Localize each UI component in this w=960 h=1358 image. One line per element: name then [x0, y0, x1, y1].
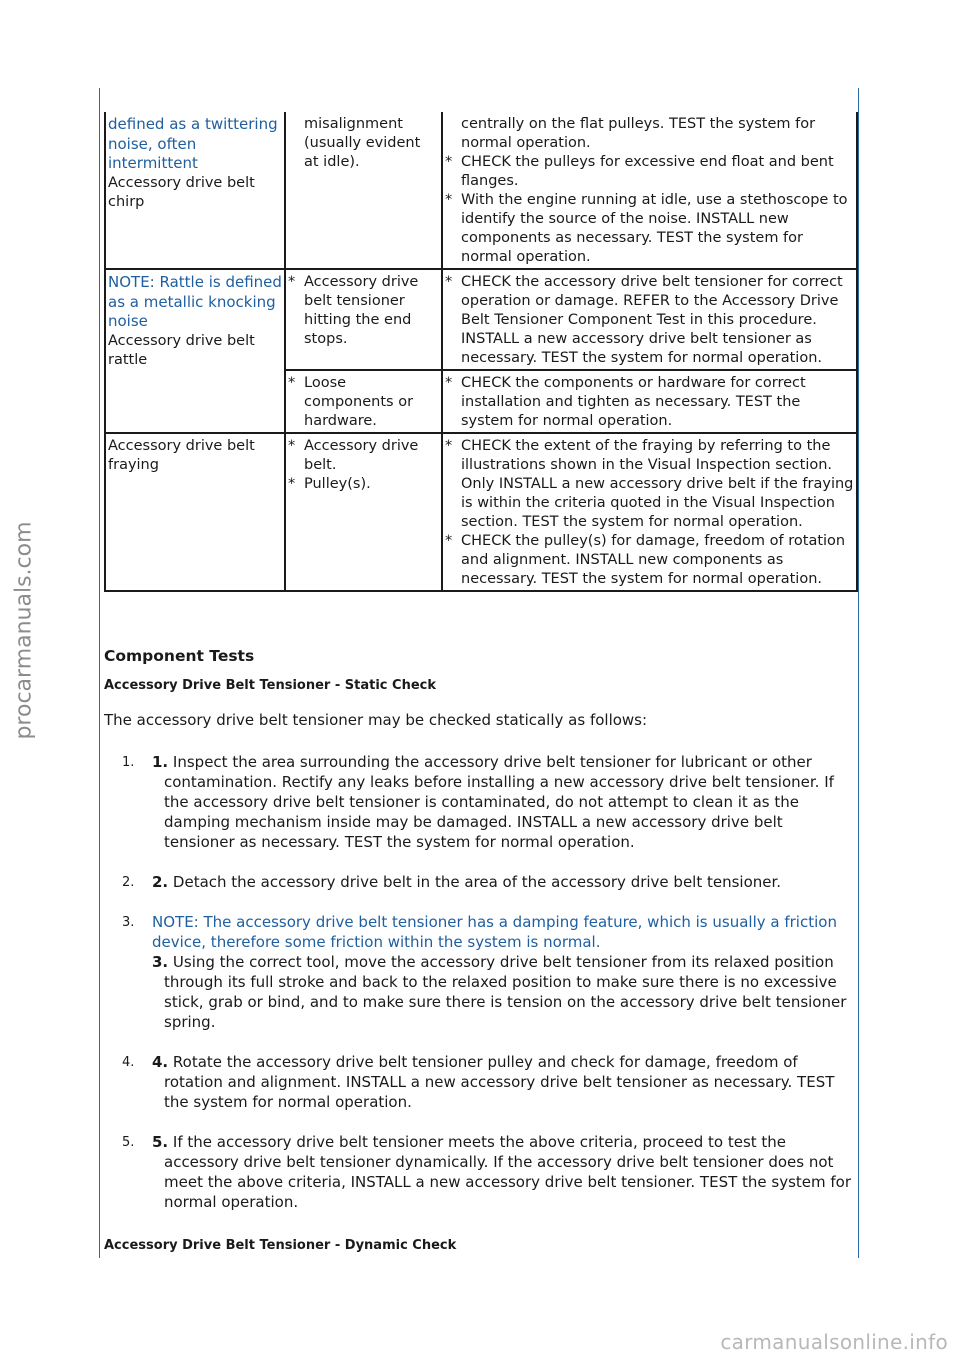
step-number: 2. [122, 875, 135, 890]
cause-item: * Accessory drive belt. [288, 438, 419, 473]
diagnosis-table [104, 112, 858, 592]
action-item: centrally on the flat pulleys. TEST the system for normal operation. [461, 116, 816, 151]
condition-text: Accessory drive belt rattle [108, 332, 255, 368]
list-item [104, 912, 856, 1032]
step-note: NOTE: The accessory drive belt tensioner has a damping feature, which is usually a friction device, therefore some friction within the system is normal. [152, 913, 837, 951]
action-item: * CHECK the accessory drive belt tensioner for correct operation or damage. REFER to the Accessory Drive Belt Tensioner Component Test in this procedure. INSTALL a new accessory drive belt tensioner as necessary. TEST the system for normal operation. [445, 274, 843, 366]
action-item: * CHECK the pulley(s) for damage, freedom of rotation and alignment. INSTALL new components as necessary. TEST the system for normal operation. [445, 533, 846, 587]
action-cell [442, 370, 857, 433]
step-label: 1. [152, 753, 169, 771]
subsection-title: Accessory Drive Belt Tensioner - Static Check [104, 678, 436, 693]
condition-note: NOTE: Rattle is defined as a metallic knocking noise [108, 273, 282, 330]
subsection-title-dynamic: Accessory Drive Belt Tensioner - Dynamic Check [104, 1238, 457, 1253]
action-item: * CHECK the pulleys for excessive end float and bent flanges. [445, 154, 834, 189]
step-list [104, 752, 856, 1212]
intro-text: The accessory drive belt tensioner may be checked statically as follows: [104, 711, 648, 729]
component-tests-section [104, 644, 856, 1256]
cause-text: misalignment (usually evident at idle). [304, 116, 421, 170]
step-number: 3. [122, 915, 135, 930]
list-item [104, 872, 856, 892]
step-text: Detach the accessory drive belt in the area of the accessory drive belt tensioner. [172, 873, 782, 891]
cause-item: * Pulley(s). [288, 476, 371, 492]
step-label: 3. [152, 953, 169, 971]
step-text: Rotate the accessory drive belt tensioner pulley and check for damage, freedom of rotation and alignment. INSTALL a new accessory drive belt tensioner as necessary. TEST the system for normal operation. [164, 1053, 835, 1111]
action-cell [442, 112, 857, 269]
action-cell [442, 269, 857, 370]
step-number: 4. [122, 1055, 135, 1070]
step-text: Inspect the area surrounding the accessory drive belt tensioner for lubricant or other contamination. Rectify any leaks before installing a new accessory drive belt tensioner. If the accessory drive belt tensioner is contaminated, do not attempt to clean it as the damping mechanism inside may be damaged. INSTALL a new accessory drive belt tensioner as necessary. TEST the system for normal operation. [164, 753, 834, 851]
page-border-right [858, 88, 859, 1258]
table-row [105, 269, 857, 370]
condition-text: Accessory drive belt chirp [108, 174, 255, 210]
section-title: Component Tests [104, 647, 255, 665]
step-text: Using the correct tool, move the accessory drive belt tensioner from its relaxed position through its full stroke and back to the relaxed position to make sure there is no excessive stick, grab or bind, and to make sure there is tension on the accessory drive belt tensioner spring. [164, 953, 847, 1031]
step-label: 5. [152, 1133, 169, 1151]
list-item [104, 1132, 856, 1212]
step-number: 1. [122, 755, 135, 770]
condition-text: Accessory drive belt fraying [108, 438, 255, 473]
page-border-left [99, 88, 100, 1258]
list-item [104, 752, 856, 852]
cause-item: * Accessory drive belt tensioner hitting the end stops. [288, 274, 419, 347]
step-label: 4. [152, 1053, 169, 1071]
condition-cell [105, 269, 285, 433]
step-number: 5. [122, 1135, 135, 1150]
cause-item: * Loose components or hardware. [288, 375, 414, 429]
action-item: * CHECK the extent of the fraying by referring to the illustrations shown in the Visual Inspection section. Only INSTALL a new accessory drive belt if the fraying is within the criteria quoted in the Visual Inspection section. TEST the system for normal operation. [445, 438, 854, 530]
bottom-watermark: carmanualsonline.info [720, 1330, 948, 1354]
side-watermark: procarmanuals.com [11, 520, 37, 740]
condition-note: defined as a twittering noise, often intermittent [108, 115, 278, 172]
cause-cell [285, 112, 442, 269]
action-item: * CHECK the components or hardware for correct installation and tighten as necessary. TEST the system for normal operation. [445, 375, 806, 429]
table-row [105, 433, 857, 591]
cause-cell [285, 370, 442, 433]
step-text: If the accessory drive belt tensioner meets the above criteria, proceed to test the accessory drive belt tensioner dynamically. If the accessory drive belt tensioner does not meet the above criteria, INSTALL a new accessory drive belt tensioner. TEST the system for normal operation. [164, 1133, 852, 1211]
condition-cell [105, 433, 285, 591]
table-row [105, 112, 857, 269]
list-item [104, 1052, 856, 1112]
condition-cell [105, 112, 285, 269]
step-label: 2. [152, 873, 169, 891]
cause-cell [285, 433, 442, 591]
action-cell [442, 433, 857, 591]
cause-cell [285, 269, 442, 370]
action-item: * With the engine running at idle, use a stethoscope to identify the source of the noise. INSTALL new components as necessary. TEST the system for normal operation. [445, 192, 848, 265]
